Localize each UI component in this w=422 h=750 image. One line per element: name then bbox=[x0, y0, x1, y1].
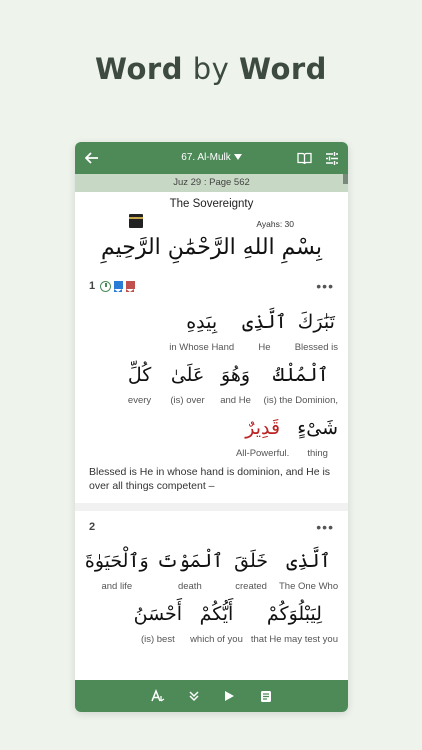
juz-page-text: Juz 29 : Page 562 bbox=[173, 177, 250, 188]
arabic-word: قَدِيرٌ bbox=[245, 417, 281, 439]
word-translation: The One Who bbox=[278, 581, 339, 592]
reading-content[interactable] bbox=[75, 192, 348, 680]
arabic-word: وَٱلْحَيَوٰةَ bbox=[84, 550, 149, 572]
verse-number: 1 bbox=[89, 280, 96, 292]
word-translation: Blessed is bbox=[294, 342, 338, 353]
arabic-word: أَحْسَنُ bbox=[133, 603, 183, 625]
word-item[interactable] bbox=[264, 357, 338, 406]
word-item[interactable] bbox=[169, 304, 234, 353]
word-item[interactable] bbox=[157, 543, 224, 592]
notes-icon[interactable] bbox=[259, 689, 273, 703]
verse-number: 2 bbox=[89, 521, 96, 533]
word-item[interactable] bbox=[216, 357, 256, 406]
arabic-word: ٱلْمَوْتَ bbox=[156, 550, 224, 572]
word-row bbox=[75, 596, 348, 645]
word-translation: (is) best bbox=[140, 634, 175, 645]
word-item[interactable] bbox=[190, 596, 243, 645]
clock-icon[interactable] bbox=[100, 281, 111, 292]
book-open-icon[interactable] bbox=[296, 150, 312, 166]
word-item[interactable] bbox=[120, 357, 160, 406]
play-icon[interactable] bbox=[223, 689, 237, 703]
word-translation: (is) over bbox=[170, 395, 205, 406]
word-translation: death bbox=[177, 581, 202, 592]
surah-title[interactable]: 67. Al-Mulk bbox=[181, 152, 231, 163]
arabic-word: ٱلَّذِى bbox=[286, 550, 331, 572]
word-item[interactable] bbox=[297, 410, 338, 459]
arabic-word: لِيَبْلُوَكُمْ bbox=[266, 603, 322, 625]
word-item[interactable] bbox=[168, 357, 208, 406]
hero-word-1: Word bbox=[95, 52, 183, 86]
verse-header bbox=[75, 517, 348, 537]
word-translation: thing bbox=[307, 448, 328, 459]
ayah-count: Ayahs: 30 bbox=[256, 219, 294, 229]
arabic-word: شَىْءٍ bbox=[297, 417, 338, 439]
word-item[interactable] bbox=[251, 596, 338, 645]
verse-header bbox=[75, 276, 348, 296]
scrollbar-thumb[interactable] bbox=[343, 174, 348, 184]
bottom-toolbar bbox=[75, 680, 348, 712]
word-item[interactable] bbox=[236, 410, 289, 459]
word-row bbox=[75, 357, 348, 406]
word-translation: that He may test you bbox=[250, 634, 338, 645]
arabic-word: ٱلْمُلْكُ bbox=[272, 364, 329, 386]
word-item[interactable] bbox=[85, 543, 149, 592]
arabic-word: عَلَىٰ bbox=[170, 364, 205, 386]
arabic-word: وَهُوَ bbox=[221, 364, 251, 386]
hero-by: by bbox=[182, 52, 239, 86]
bismillah-calligraphy: بِسْمِ اللهِ الرَّحْمَٰنِ الرَّحِيمِ bbox=[100, 235, 323, 260]
word-translation: and life bbox=[101, 581, 133, 592]
word-item[interactable] bbox=[242, 304, 287, 353]
word-translation: created bbox=[235, 581, 267, 592]
arabic-word: خَلَقَ bbox=[234, 550, 269, 572]
arabic-word: كُلِّ bbox=[127, 364, 152, 386]
word-translation: He bbox=[258, 342, 271, 353]
word-row bbox=[75, 410, 348, 459]
bookmark-blue-icon[interactable] bbox=[114, 281, 123, 292]
word-translation: (is) the Dominion, bbox=[263, 395, 338, 406]
more-horizontal-icon[interactable]: ••• bbox=[316, 519, 334, 535]
caret-down-icon[interactable] bbox=[234, 154, 242, 160]
juz-page-bar bbox=[75, 174, 348, 192]
word-item[interactable] bbox=[279, 543, 338, 592]
app-bar bbox=[75, 142, 348, 174]
word-item[interactable] bbox=[295, 304, 338, 353]
surah-english-name: The Sovereignty bbox=[169, 198, 254, 210]
arabic-word: أَيُّكُمْ bbox=[199, 603, 234, 625]
verse-translation: Blessed is He in whose hand is dominion, and He is over all things competent – bbox=[89, 466, 331, 492]
hero-title bbox=[0, 52, 422, 86]
sliders-icon[interactable] bbox=[324, 150, 340, 166]
hero-word-2: Word bbox=[239, 52, 327, 86]
word-row bbox=[75, 304, 348, 353]
back-arrow-icon[interactable] bbox=[83, 149, 101, 167]
word-translation: All-Powerful. bbox=[235, 448, 290, 459]
verse-divider bbox=[75, 503, 348, 511]
word-translation: and He bbox=[220, 395, 251, 406]
chevrons-down-icon[interactable] bbox=[187, 689, 201, 703]
word-translation: every bbox=[127, 395, 152, 406]
bookmark-red-icon[interactable] bbox=[126, 281, 135, 292]
word-row bbox=[75, 543, 348, 592]
arabic-word: ٱلَّذِى bbox=[242, 311, 287, 333]
kaaba-icon bbox=[129, 214, 143, 228]
arabic-word: تَبَٰرَكَ bbox=[297, 311, 335, 333]
word-translation: which of you bbox=[190, 634, 243, 645]
arabic-word: بِيَدِهِ bbox=[186, 311, 218, 333]
more-horizontal-icon[interactable]: ••• bbox=[316, 278, 334, 294]
word-item[interactable] bbox=[134, 596, 182, 645]
font-size-icon[interactable] bbox=[151, 689, 165, 703]
word-translation: in Whose Hand bbox=[169, 342, 235, 353]
word-item[interactable] bbox=[231, 543, 271, 592]
phone-screen bbox=[75, 142, 348, 712]
